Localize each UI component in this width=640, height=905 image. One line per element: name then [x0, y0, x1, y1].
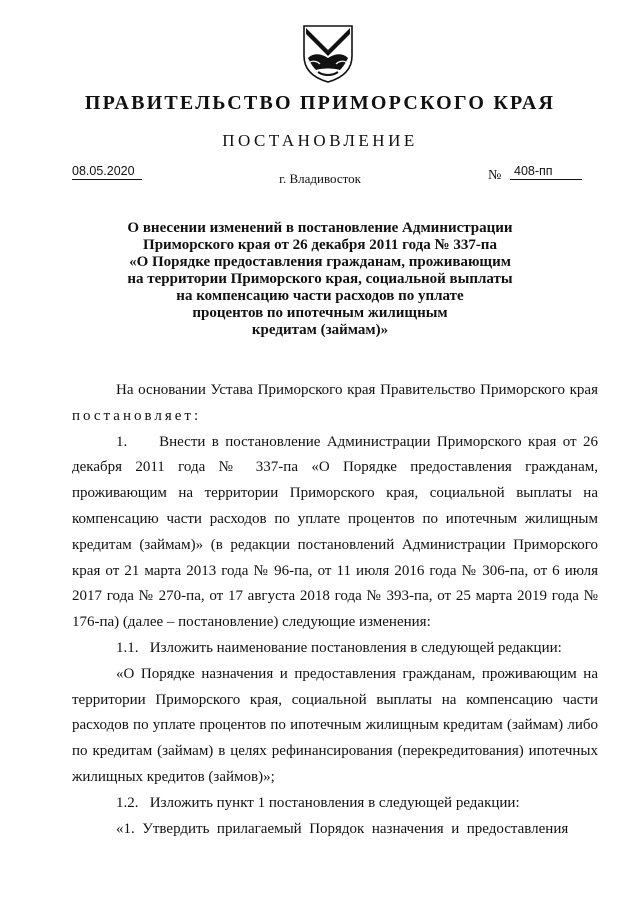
point-1-paragraph: «1. Утвердить прилагаемый Порядок назначения и предоставления	[116, 820, 569, 837]
resolves-word: постановляет:	[72, 407, 202, 424]
government-title: ПРАВИТЕЛЬСТВО ПРИМОРСКОГО КРАЯ	[84, 92, 556, 114]
document-city: г. Владивосток	[279, 171, 361, 186]
heading-line: на компенсацию части расходов по уплате	[176, 288, 464, 304]
clause-1-paragraph: 1. Внести в постановление Администрации Приморского края от 26 декабря 2011 года № 337-па «О Порядке предоставления гражданам, проживающим на территории Приморского края, социальной выплаты на компенсацию части расходов по уплате процентов по ипотечным жилищным кредитам (займам)» (в редакции постановлений Администрации Приморского края от 21 марта 2013 года № 96-па, от 11 июля 2016 года № 306-па, от 6 июля 2017 года № 270-па, от 17 августа 2018 года № 393-па, от 25 марта 2019 года № 176-па) (далее – постановление) следующие изменения:	[72, 433, 598, 631]
document-type: ПОСТАНОВЛЕНИЕ	[222, 131, 418, 150]
document-heading	[0, 220, 640, 339]
heading-line: Приморского края от 26 декабря 2011 года № 337-па	[143, 237, 497, 253]
clause-1-1-paragraph: 1.1. Изложить наименование постановления в следующей редакции:	[116, 639, 562, 656]
heading-line: «О Порядке предоставления гражданам, проживающим	[129, 254, 511, 270]
coat-of-arms-icon	[298, 22, 358, 84]
basis-paragraph	[72, 378, 598, 430]
document-date: 08.05.2020	[72, 164, 142, 180]
clause-1-2-paragraph: 1.2. Изложить пункт 1 постановления в следующей редакции:	[116, 794, 520, 811]
number-sign: №	[488, 168, 502, 183]
document-number: 408-пп	[510, 164, 582, 180]
heading-line: процентов по ипотечным жилищным	[192, 305, 448, 321]
heading-line: кредитам (займам)»	[251, 322, 389, 338]
heading-line: О внесении изменений в постановление Администрации	[127, 220, 513, 236]
basis-text: На основании Устава Приморского края Правительство Приморского края	[116, 382, 598, 398]
new-title-paragraph: «О Порядке назначения и предоставления гражданам, проживающим на территории Приморского края, социальной выплаты на компенсацию части расходов по уплате процентов по ипотечным жилищным кредитам (займам) либо по кредитам (займам) в целях рефинансирования (перекредитования) ипотечных жилищных кредитов (займов)»;	[72, 665, 598, 785]
heading-line: на территории Приморского края, социальной выплаты	[127, 271, 513, 287]
document-body	[72, 378, 598, 842]
